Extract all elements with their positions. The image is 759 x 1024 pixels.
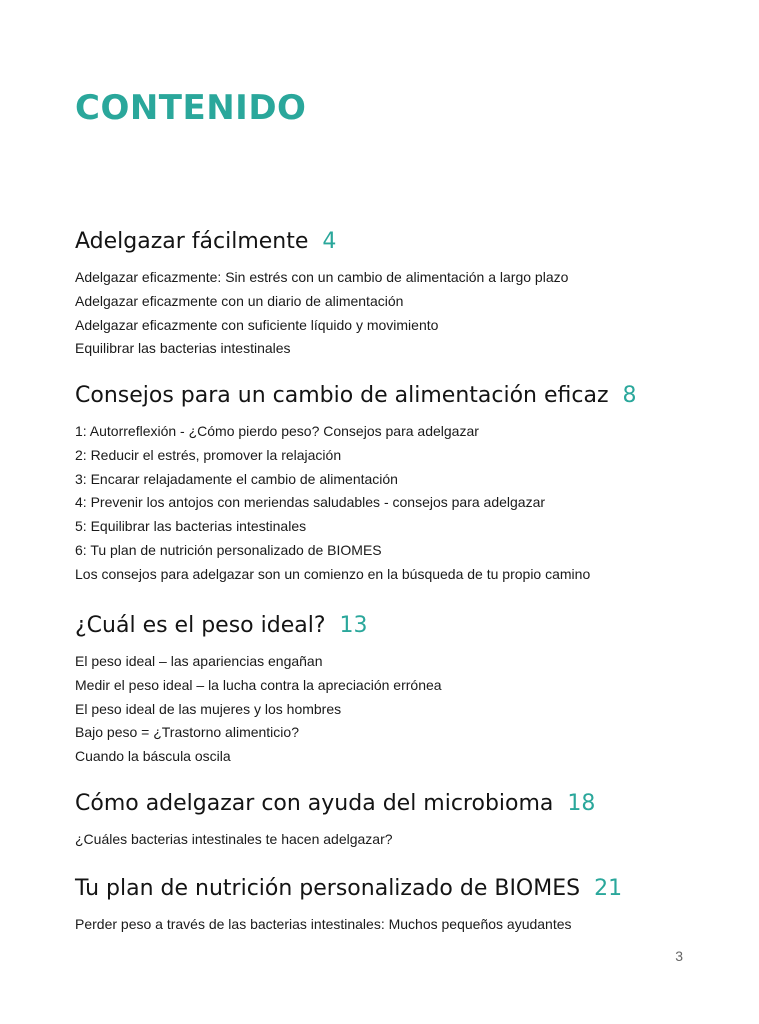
toc-section-title: ¿Cuál es el peso ideal?: [75, 613, 326, 638]
toc-entry: 6: Tu plan de nutrición personalizado de BIOMES: [75, 541, 382, 558]
toc-section: [75, 790, 715, 852]
toc-entry: Bajo peso = ¿Trastorno alimenticio?: [75, 724, 299, 741]
toc-section: [75, 228, 715, 361]
toc-section-title: Tu plan de nutrición personalizado de BIOMES: [75, 876, 581, 901]
toc-section: [75, 875, 715, 937]
toc-entry: Medir el peso ideal – la lucha contra la apreciación errónea: [75, 676, 442, 693]
toc-section-page: 4: [322, 229, 337, 254]
toc-entry: 1: Autorreflexión - ¿Cómo pierdo peso? Consejos para adelgazar: [75, 423, 479, 439]
toc-section: [75, 382, 715, 587]
toc-entry: Adelgazar eficazmente: Sin estrés con un cambio de alimentación a largo plazo: [75, 269, 569, 285]
toc-entry: Cuando la báscula oscila: [75, 748, 231, 765]
toc-entry: El peso ideal – las apariencias engañan: [75, 653, 323, 669]
toc-section-heading: [75, 875, 715, 903]
toc-section-title: Consejos para un cambio de alimentación eficaz: [75, 383, 609, 408]
toc-section-heading: [75, 790, 715, 818]
toc-entry-list: [75, 420, 715, 587]
toc-entry: 2: Reducir el estrés, promover la relajación: [75, 446, 342, 463]
toc-entry: Perder peso a través de las bacterias intestinales: Muchos pequeños ayudantes: [75, 916, 572, 932]
toc-section-page: 13: [339, 613, 368, 638]
page-number: 3: [675, 948, 683, 964]
toc-section-heading: [75, 382, 715, 410]
toc-entry-list: [75, 828, 715, 852]
toc-entry: 3: Encarar relajadamente el cambio de alimentación: [75, 470, 398, 487]
toc-entry: Los consejos para adelgazar son un comienzo en la búsqueda de tu propio camino: [75, 565, 591, 582]
toc-entry: 4: Prevenir los antojos con meriendas saludables - consejos para adelgazar: [75, 494, 546, 511]
toc-section-page: 8: [622, 383, 637, 408]
toc-entry: Adelgazar eficazmente con un diario de alimentación: [75, 292, 404, 309]
toc-section-page: 18: [567, 791, 596, 816]
toc-entry-list: [75, 650, 715, 769]
toc-section-page: 21: [594, 876, 623, 901]
toc-entry: Equilibrar las bacterias intestinales: [75, 340, 291, 357]
toc-entry: Adelgazar eficazmente con suficiente líquido y movimiento: [75, 316, 439, 333]
toc-section-heading: [75, 228, 715, 256]
toc-entry-list: [75, 266, 715, 361]
toc-section-title: Cómo adelgazar con ayuda del microbioma: [75, 791, 554, 816]
page-title: CONTENIDO: [75, 88, 307, 128]
toc-section-heading: [75, 612, 715, 640]
toc-entry: El peso ideal de las mujeres y los hombres: [75, 700, 342, 717]
toc-entry: 5: Equilibrar las bacterias intestinales: [75, 518, 307, 535]
toc-entry-list: [75, 913, 715, 937]
toc-section-title: Adelgazar fácilmente: [75, 229, 309, 254]
toc-section: [75, 612, 715, 769]
toc-entry: ¿Cuáles bacterias intestinales te hacen adelgazar?: [75, 831, 393, 847]
